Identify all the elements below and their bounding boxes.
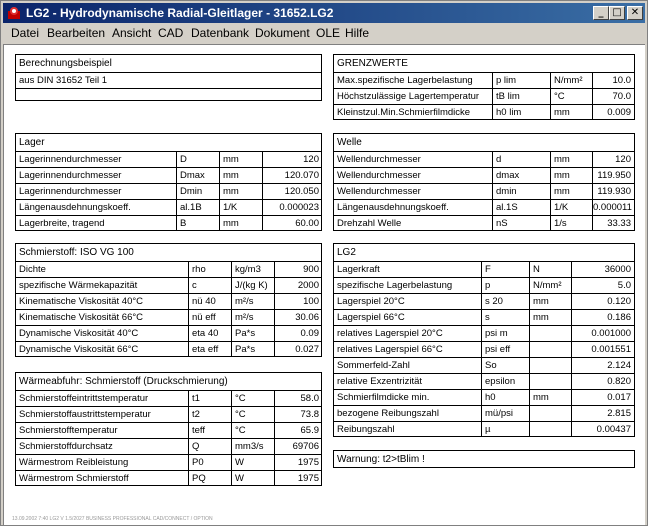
lubricant-row (16, 326, 321, 342)
lager-panel (15, 133, 322, 231)
heat-value[interactable]: 1975 (274, 471, 322, 486)
lg2-row (334, 294, 634, 310)
lubricant-symbol: c (188, 278, 231, 293)
lg2-label: Schmierfilmdicke min. (337, 392, 430, 403)
example-line-1[interactable]: aus DIN 31652 Teil 1 (19, 75, 108, 86)
lubricant-row (16, 342, 321, 358)
limits-unit: mm (550, 105, 592, 120)
example-line-2[interactable] (16, 89, 321, 100)
lg2-row (334, 406, 634, 422)
lg2-panel (333, 243, 635, 437)
example-title: Berechnungsbeispiel (16, 55, 321, 73)
lg2-symbol: psi eff (481, 342, 529, 357)
limits-symbol: tB lim (492, 89, 550, 104)
window-title: LG2 - Hydrodynamische Radial-Gleitlager - 31652.LG2 (26, 6, 334, 20)
document-area[interactable] (3, 44, 645, 525)
lg2-value[interactable]: 2.124 (571, 358, 634, 373)
welle-panel (333, 133, 635, 231)
minimize-button[interactable]: _ (593, 6, 609, 20)
lubricant-symbol: nü 40 (188, 294, 231, 309)
heat-symbol: P0 (188, 455, 231, 470)
lg2-symbol: mü/psi (481, 406, 529, 421)
lager-label: Längenausdehnungskoeff. (19, 202, 131, 213)
lager-symbol: Dmax (176, 168, 219, 183)
lubricant-unit: m²/s (231, 294, 274, 309)
welle-label: Drehzahl Welle (337, 218, 402, 229)
welle-unit: 1/s (550, 216, 592, 231)
heat-unit: W (231, 471, 274, 486)
welle-title: Welle (334, 134, 634, 152)
welle-unit: 1/K (550, 200, 592, 215)
lg2-row (334, 262, 634, 278)
welle-symbol: dmin (492, 184, 550, 199)
lg2-symbol: s (481, 310, 529, 325)
lg2-unit (529, 374, 571, 389)
limits-label: Max.spezifische Lagerbelastung (337, 75, 473, 86)
lager-value[interactable]: 120 (262, 152, 322, 167)
heat-row (16, 455, 321, 471)
menu-datei[interactable]: Datei (11, 26, 40, 40)
lg2-unit: mm (529, 310, 571, 325)
lg2-row (334, 342, 634, 358)
heat-symbol: teff (188, 423, 231, 438)
lg2-label: bezogene Reibungszahl (337, 408, 439, 419)
lg2-unit: N (529, 262, 571, 277)
heat-label: Wärmestrom Schmierstoff (19, 473, 129, 484)
lg2-row (334, 358, 634, 374)
lager-unit: 1/K (219, 200, 262, 215)
lg2-label: relative Exzentrizität (337, 376, 423, 387)
lg2-symbol: h0 (481, 390, 529, 405)
lg2-row (334, 374, 634, 390)
heat-value[interactable]: 69706 (274, 439, 322, 454)
menu-hilfe[interactable]: Hilfe (345, 26, 370, 40)
lager-value[interactable]: 120.050 (262, 184, 322, 199)
lubricant-label: Dynamische Viskosität 40°C (19, 328, 139, 339)
lubricant-symbol: rho (188, 262, 231, 277)
limits-title: GRENZWERTE (334, 55, 634, 73)
lubricant-unit: kg/m3 (231, 262, 274, 277)
welle-value[interactable]: 120 (592, 152, 634, 167)
menu-bearbeiten[interactable]: Bearbeiten (47, 26, 106, 40)
heat-value[interactable]: 1975 (274, 455, 322, 470)
welle-label: Längenausdehnungskoeff. (337, 202, 449, 213)
lubricant-label: Dichte (19, 264, 46, 275)
lager-row (16, 168, 321, 184)
limits-symbol: h0 lim (492, 105, 550, 120)
lubricant-label: Dynamische Viskosität 66°C (19, 344, 139, 355)
lg2-title: LG2 (334, 244, 634, 262)
lubricant-value[interactable]: 30.06 (274, 310, 322, 325)
heat-label: Schmierstofftemperatur (19, 425, 118, 436)
welle-unit: mm (550, 152, 592, 167)
heat-unit: mm3/s (231, 439, 274, 454)
lg2-value[interactable]: 2.815 (571, 406, 634, 421)
lg2-value[interactable]: 0.017 (571, 390, 634, 405)
heat-unit: °C (231, 407, 274, 422)
welle-value[interactable]: 119.930 (592, 184, 634, 199)
lg2-label: spezifische Lagerbelastung (337, 280, 453, 291)
heat-symbol: t2 (188, 407, 231, 422)
lubricant-label: Kinematische Viskosität 40°C (19, 296, 144, 307)
title-bar[interactable] (3, 3, 645, 23)
lubricant-title: Schmierstoff: ISO VG 100 (16, 244, 321, 262)
heat-row (16, 407, 321, 423)
heat-row (16, 439, 321, 455)
limits-value[interactable]: 0.009 (592, 105, 634, 120)
welle-row (334, 152, 634, 168)
lg2-unit (529, 326, 571, 341)
menu-dokument[interactable]: Dokument (255, 26, 310, 40)
lg2-value[interactable]: 0.001551 (571, 342, 634, 357)
heat-symbol: PQ (188, 471, 231, 486)
limits-symbol: p lim (492, 73, 550, 88)
lager-row (16, 152, 321, 168)
welle-symbol: dmax (492, 168, 550, 183)
lubricant-row (16, 262, 321, 278)
lager-value[interactable]: 60.00 (262, 216, 322, 231)
lg2-row (334, 326, 634, 342)
limits-value[interactable]: 70.0 (592, 89, 634, 104)
lager-symbol: D (176, 152, 219, 167)
lg2-label: relatives Lagerspiel 20°C (337, 328, 443, 339)
lg2-label: Lagerkraft (337, 264, 380, 275)
lg2-row (334, 310, 634, 326)
limits-row (334, 89, 634, 105)
lg2-unit: N/mm² (529, 278, 571, 293)
menu-datenbank[interactable]: Datenbank (191, 26, 250, 40)
heat-symbol: Q (188, 439, 231, 454)
lager-row (16, 216, 321, 232)
lubricant-value[interactable]: 0.027 (274, 342, 322, 357)
heat-unit: °C (231, 391, 274, 406)
limits-label: Höchstzulässige Lagertemperatur (337, 91, 480, 102)
lg2-value[interactable]: 0.820 (571, 374, 634, 389)
lubricant-row (16, 294, 321, 310)
lg2-row (334, 390, 634, 406)
example-row (16, 73, 321, 89)
heat-label: Schmierstoffeintrittstemperatur (19, 393, 149, 404)
lg2-value[interactable]: 36000 (571, 262, 634, 277)
lg2-value[interactable]: 5.0 (571, 278, 634, 293)
welle-row (334, 200, 634, 216)
lubricant-panel (15, 243, 322, 357)
welle-row (334, 184, 634, 200)
lubricant-symbol: eta 40 (188, 326, 231, 341)
heat-label: Schmierstoffdurchsatz (19, 441, 113, 452)
heat-title: Wärmeabfuhr: Schmierstoff (Druckschmierung) (16, 373, 321, 391)
lg2-unit: mm (529, 390, 571, 405)
lg2-symbol: µ (481, 422, 529, 437)
welle-row (334, 168, 634, 184)
lg2-label: Lagerspiel 66°C (337, 312, 405, 323)
welle-unit: mm (550, 168, 592, 183)
lubricant-unit: Pa*s (231, 342, 274, 357)
lg2-value[interactable]: 0.00437 (571, 422, 634, 437)
lg2-label: Sommerfeld-Zahl (337, 360, 410, 371)
warning-panel (333, 450, 635, 468)
heat-row (16, 423, 321, 439)
heat-label: Schmierstoffaustrittstemperatur (19, 409, 151, 420)
lager-label: Lagerinnendurchmesser (19, 154, 122, 165)
lg2-label: relatives Lagerspiel 66°C (337, 344, 443, 355)
heat-symbol: t1 (188, 391, 231, 406)
lager-row (16, 184, 321, 200)
lg2-value[interactable]: 0.120 (571, 294, 634, 309)
heat-value[interactable]: 73.8 (274, 407, 322, 422)
menu-ansicht[interactable]: Ansicht (112, 26, 152, 40)
limits-value[interactable]: 10.0 (592, 73, 634, 88)
lubricant-unit: m²/s (231, 310, 274, 325)
welle-symbol: nS (492, 216, 550, 231)
welle-value[interactable]: 33.33 (592, 216, 634, 231)
menu-bar (3, 24, 645, 43)
heat-label: Wärmestrom Reibleistung (19, 457, 129, 468)
example-panel (15, 54, 322, 101)
lg2-value[interactable]: 0.001000 (571, 326, 634, 341)
lg2-unit (529, 358, 571, 373)
lager-value[interactable]: 120.070 (262, 168, 322, 183)
welle-unit: mm (550, 184, 592, 199)
lubricant-value[interactable]: 2000 (274, 278, 322, 293)
welle-label: Wellendurchmesser (337, 186, 421, 197)
limits-unit: °C (550, 89, 592, 104)
lg2-symbol: p (481, 278, 529, 293)
limits-panel (333, 54, 635, 120)
lubricant-label: Kinematische Viskosität 66°C (19, 312, 144, 323)
lubricant-value[interactable]: 100 (274, 294, 322, 309)
limits-label: Kleinstzul.Min.Schmierfilmdicke (337, 107, 471, 118)
lubricant-value[interactable]: 0.09 (274, 326, 322, 341)
lubricant-value[interactable]: 900 (274, 262, 322, 277)
limits-row (334, 105, 634, 121)
lager-symbol: al.1B (176, 200, 219, 215)
lg2-symbol: s 20 (481, 294, 529, 309)
heat-value[interactable]: 58.0 (274, 391, 322, 406)
heat-row (16, 471, 321, 487)
warning-text: Warnung: t2>tBlim ! (337, 454, 425, 465)
lager-value[interactable]: 0.000023 (262, 200, 322, 215)
lubricant-symbol: eta eff (188, 342, 231, 357)
lager-row (16, 200, 321, 216)
menu-ole[interactable]: OLE (316, 26, 341, 40)
limits-unit: N/mm² (550, 73, 592, 88)
lager-label: Lagerinnendurchmesser (19, 170, 122, 181)
lg2-unit (529, 422, 571, 437)
lg2-symbol: F (481, 262, 529, 277)
lubricant-symbol: nü eff (188, 310, 231, 325)
welle-value[interactable]: 0.000011 (592, 200, 634, 215)
lg2-row (334, 422, 634, 438)
lager-unit: mm (219, 216, 262, 231)
lg2-value[interactable]: 0.186 (571, 310, 634, 325)
lager-symbol: Dmin (176, 184, 219, 199)
lager-symbol: B (176, 216, 219, 231)
lager-unit: mm (219, 184, 262, 199)
lg2-unit (529, 342, 571, 357)
lubricant-row (16, 278, 321, 294)
limits-row (334, 73, 634, 89)
heat-unit: W (231, 455, 274, 470)
lg2-unit (529, 406, 571, 421)
heat-value[interactable]: 65.9 (274, 423, 322, 438)
lager-unit: mm (219, 152, 262, 167)
welle-value[interactable]: 119.950 (592, 168, 634, 183)
close-button[interactable]: ✕ (627, 6, 643, 20)
lg2-label: Lagerspiel 20°C (337, 296, 405, 307)
welle-label: Wellendurchmesser (337, 154, 421, 165)
welle-row (334, 216, 634, 232)
lager-title: Lager (16, 134, 321, 152)
lg2-symbol: epsilon (481, 374, 529, 389)
lubricant-unit: Pa*s (231, 326, 274, 341)
lubricant-row (16, 310, 321, 326)
heat-panel (15, 372, 322, 486)
example-row (16, 89, 321, 100)
lg2-symbol: So (481, 358, 529, 373)
status-line: 13.09.2002 7:40 LG2 V 1.5/2027 BUSINESS PROFESSIONAL CAD/CONNECT / OPTION (12, 516, 213, 522)
lg2-unit: mm (529, 294, 571, 309)
lg2-row (334, 278, 634, 294)
welle-symbol: d (492, 152, 550, 167)
lubricant-label: spezifische Wärmekapazität (19, 280, 138, 291)
heat-unit: °C (231, 423, 274, 438)
maximize-button[interactable]: □ (609, 6, 625, 20)
welle-label: Wellendurchmesser (337, 170, 421, 181)
lubricant-unit: J/(kg K) (231, 278, 274, 293)
welle-symbol: al.1S (492, 200, 550, 215)
lg2-symbol: psi m (481, 326, 529, 341)
lg2-label: Reibungszahl (337, 424, 395, 435)
lager-label: Lagerinnendurchmesser (19, 186, 122, 197)
lager-unit: mm (219, 168, 262, 183)
app-icon (6, 5, 22, 21)
heat-row (16, 391, 321, 407)
lager-label: Lagerbreite, tragend (19, 218, 105, 229)
menu-cad[interactable]: CAD (158, 26, 184, 40)
